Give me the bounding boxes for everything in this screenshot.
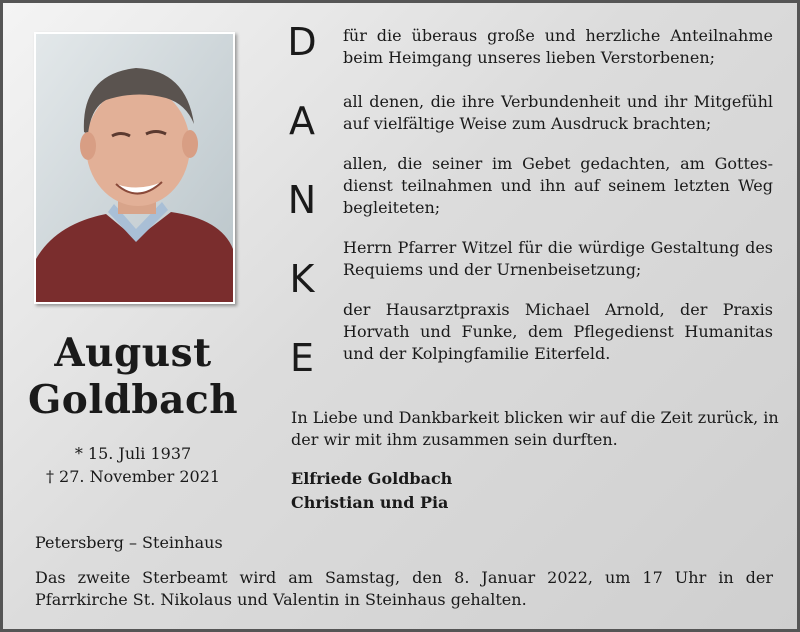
danke-letter: K [289,257,315,301]
closing-text: In Liebe und Dankbarkeit blicken wir auf die Zeit zurück, in der wir mit ihm zusammen sein durften. [291,408,779,449]
signers [291,467,691,515]
deceased-last-name: Goldbach [28,377,239,423]
signer-name: Elfriede Goldbach [291,469,453,488]
danke-letter: N [287,178,317,222]
danke-letter: E [289,336,314,380]
danke-vertical-heading [279,20,325,418]
death-date: † 27. November 2021 [45,467,221,486]
danke-letter: D [287,20,317,64]
thanks-paragraph: der Hausarztpraxis Michael Arnold, der Praxis Horvath und Funke, dem Pflegedienst Humanitas und der Kolpingfamilie Eiterfeld. [343,300,773,363]
thanks-paragraph: für die überaus große und herzliche Anteilnahme beim Heimgang unseres lieben Verstorbenen; [343,26,773,67]
thanks-paragraph: Herrn Pfarrer Witzel für die würdige Gestaltung des Requiems und der Urnenbeisetzung; [343,238,773,279]
thanks-paragraph: all denen, die ihre Verbundenheit und ihr Mitgefühl auf vielfältige Weise zum Ausdruck brachten; [343,92,773,133]
service-notice: Das zweite Sterbeamt wird am Samstag, den 8. Januar 2022, um 17 Uhr in der Pfarrkirche St. Nikolaus und Valentin in Steinhaus gehalten. [35,568,773,609]
deceased-name [28,330,238,424]
location: Petersberg – Steinhaus [35,533,223,552]
deceased-first-name: August [54,330,212,376]
thanks-paragraph: allen, die seiner im Gebet gedachten, am Gottesdienst teilnahmen und ihn auf seinem letzten Weg begleiteten; [343,154,773,217]
life-dates [28,442,238,488]
signer-name: Christian und Pia [291,493,449,512]
birth-date: * 15. Juli 1937 [74,444,192,463]
danke-letter: A [289,99,315,143]
portrait-photo [34,32,235,304]
portrait-image [36,34,233,302]
